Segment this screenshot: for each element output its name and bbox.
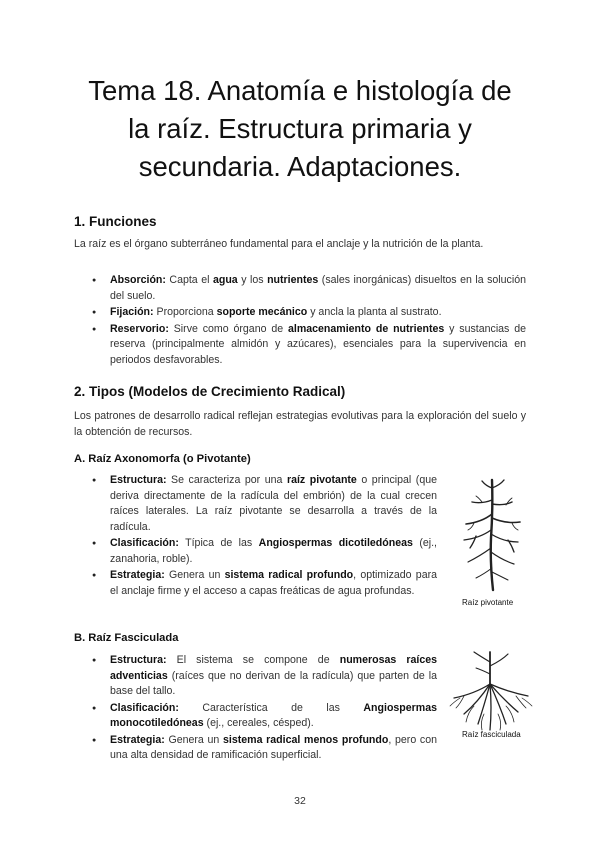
list-item: ● Fijación: Proporciona soporte mecánico y ancla la planta al sustrato. (92, 305, 526, 321)
fasciculada-list (92, 653, 437, 765)
taproot-drawing (446, 478, 538, 608)
list-item: ● Estrategia: Genera un sistema radical menos profundo, pero con una alta densidad de ramificación superficial. (92, 733, 437, 764)
section-heading-funciones: 1. Funciones (74, 214, 157, 229)
taproot-caption: Raíz pivotante (462, 598, 514, 607)
title-line: la raíz. Estructura primaria y (128, 113, 472, 144)
list-item: ● Absorción: Capta el agua y los nutrientes (sales inorgánicas) disueltos en la solución del suelo. (92, 273, 526, 304)
page-title (40, 72, 560, 186)
title-line: Tema 18. Anatomía e histología de (88, 75, 512, 106)
title-line: secundaria. Adaptaciones. (138, 151, 462, 182)
taproot-illustration (446, 478, 538, 608)
page-number: 32 (294, 795, 306, 807)
fibrous-root-caption: Raíz fasciculada (462, 730, 521, 739)
list-item: ● Reservorio: Sirve como órgano de almacenamiento de nutrientes y sustancias de reserva (principalmente almidón y azúcares), esenciales para la supervivencia en periodos desfavorables. (92, 322, 526, 369)
list-item: ● Estructura: El sistema se compone de numerosas raíces adventicias (raíces que no derivan de la radícula) que parten de la base del tallo. (92, 653, 437, 700)
subsection-heading-axonomorfa: A. Raíz Axonomorfa (o Pivotante) (74, 453, 251, 465)
list-item: ● Estructura: Se caracteriza por una raíz pivotante o principal (que deriva directamente de la radícula del embrión) de la cual crecen raíces laterales. La raíz pivotante se desarrolla a través de la radícula. (92, 473, 437, 535)
list-item: ● Estrategia: Genera un sistema radical profundo, optimizado para el anclaje firme y el acceso a capas freáticas de agua profundas. (92, 568, 437, 599)
axonomorfa-list (92, 473, 437, 600)
list-item: ● Clasificación: Típica de las Angiospermas dicotiledóneas (ej., zanahoria, roble). (92, 536, 437, 567)
section-intro: La raíz es el órgano subterráneo fundamental para el anclaje y la nutrición de la planta. (74, 238, 484, 250)
subsection-heading-fasciculada: B. Raíz Fasciculada (74, 632, 179, 644)
functions-list (92, 273, 526, 369)
list-item: ● Clasificación: Característica de las Angiospermas monocotiledóneas (ej., cereales, césped). (92, 701, 437, 732)
section-heading-tipos: 2. Tipos (Modelos de Crecimiento Radical) (74, 384, 346, 399)
section-intro: Los patrones de desarrollo radical reflejan estrategias evolutivas para la exploración del suelo y la obtención de recursos. (74, 410, 526, 438)
